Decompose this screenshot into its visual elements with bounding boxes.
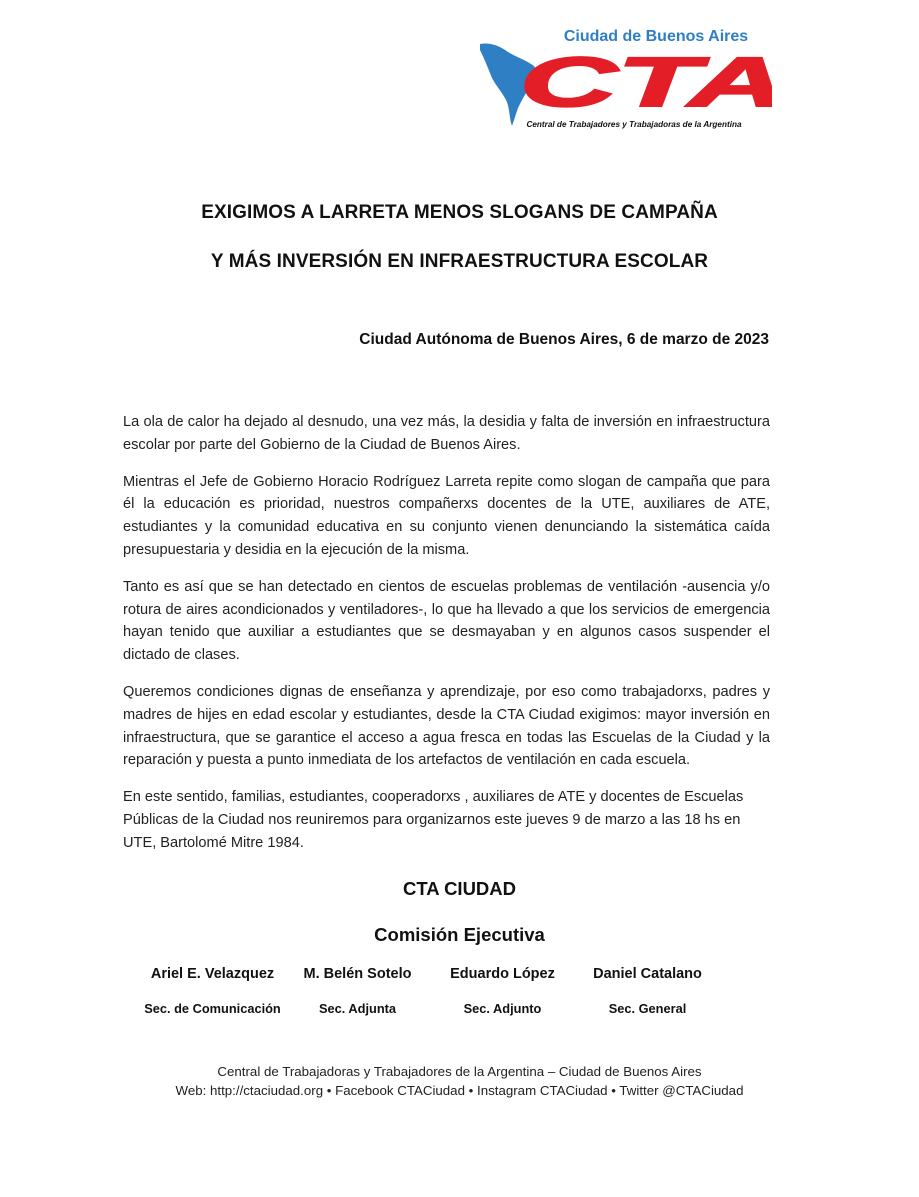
signatory-role: Sec. General bbox=[608, 1001, 687, 1016]
signature-body: Comisión Ejecutiva bbox=[374, 924, 545, 945]
cta-logo bbox=[476, 22, 772, 134]
paragraph: Mientras el Jefe de Gobierno Horacio Rodríguez Larreta repite como slogan de campaña que para él la educación es prioridad, nuestros compañerxs docentes de la UTE, auxiliares de ATE, estudiantes y la comunidad educativa en su conjunto vienen denunciando la sistemática caída presupuestaria y desidia en la ejecución de la misma. bbox=[123, 473, 770, 558]
signatory-role: Sec. Adjunta bbox=[318, 1001, 397, 1016]
footer-contact-line: Web: http://ctaciudad.org • Facebook CTACiudad • Instagram CTACiudad • Twitter @CTACiudad bbox=[175, 1083, 744, 1098]
logo-city-text: Ciudad de Buenos Aires bbox=[563, 28, 749, 45]
footer bbox=[0, 1062, 919, 1100]
logo-acronym-text: CTA bbox=[519, 43, 772, 122]
signatory-name: Daniel Catalano bbox=[593, 966, 702, 982]
signature-org: CTA CIUDAD bbox=[402, 878, 517, 899]
headline-line-2: Y MÁS INVERSIÓN EN INFRAESTRUCTURA ESCOLAR bbox=[210, 251, 709, 272]
headline-line-1: EXIGIMOS A LARRETA MENOS SLOGANS DE CAMPAÑA bbox=[201, 202, 718, 223]
paragraph: Queremos condiciones dignas de enseñanza y aprendizaje, por eso como trabajadorxs, padres y madres de hijes en edad escolar y estudiantes, desde la CTA Ciudad exigimos: mayor inversión en infraestructura, que se garantice el acceso a agua fresca en todas las Escuelas de la Ciudad y la reparación y puesta a punto inmediata de los artefactos de ventilación en cada escuela. bbox=[123, 683, 770, 769]
paragraph: La ola de calor ha dejado al desnudo, una vez más, la desidia y falta de inversión en infraestructura escolar por parte del Gobierno de la Ciudad de Buenos Aires. bbox=[123, 414, 770, 453]
signatory-name: Ariel E. Velazquez bbox=[150, 966, 275, 982]
paragraph: En este sentido, familias, estudiantes, cooperadorxs , auxiliares de ATE y docentes de Escuelas Públicas de la Ciudad nos reuniremos para organizarnos este jueves 9 de marzo a las 18 hs en UTE, Bartolomé Mitre 1984. bbox=[123, 789, 744, 851]
signatory-name: Eduardo López bbox=[450, 966, 555, 982]
footer-org-line: Central de Trabajadoras y Trabajadores de la Argentina – Ciudad de Buenos Aires bbox=[217, 1064, 702, 1079]
statement-body bbox=[123, 411, 770, 869]
paragraph: Tanto es así que se han detectado en cientos de escuelas problemas de ventilación -ausencia y/o rotura de aires acondicionados y ventiladores-, lo que ha llevado a que los servicios de emergencia hayan tenido que auxiliar a estudiantes que se desmayaban y en algunos casos suspender el dictado de clases. bbox=[123, 578, 770, 664]
signatory-role: Sec. de Comunicación bbox=[144, 1001, 281, 1016]
signatory-role: Sec. Adjunto bbox=[463, 1001, 542, 1016]
signatory bbox=[430, 966, 575, 1016]
signatories bbox=[140, 966, 780, 1016]
signatory-name: M. Belén Sotelo bbox=[303, 966, 412, 982]
dateline: Ciudad Autónoma de Buenos Aires, 6 de marzo de 2023 bbox=[359, 331, 769, 348]
signatory bbox=[285, 966, 430, 1016]
cta-logo-graphic bbox=[476, 22, 772, 134]
signatory bbox=[575, 966, 720, 1016]
signatory bbox=[140, 966, 285, 1016]
logo-tagline-text: Central de Trabajadores y Trabajadoras de la Argentina bbox=[526, 120, 742, 129]
